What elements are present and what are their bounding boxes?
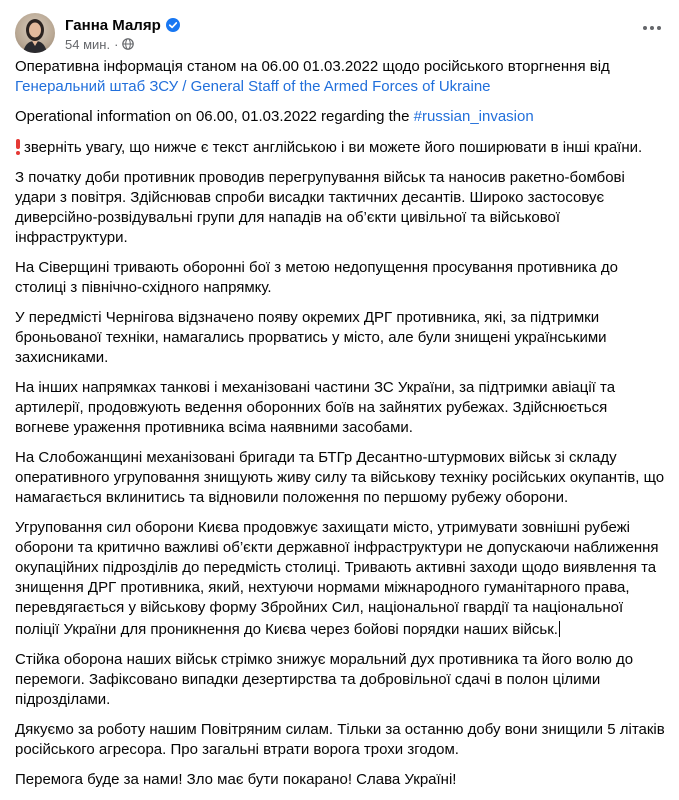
author-row <box>65 15 180 36</box>
post-header <box>15 12 180 54</box>
english-intro-text: Operational information on 06.00, 01.03.2022 regarding the <box>15 108 414 125</box>
paragraph-4: На інших напрямках танкові і механізовані частини ЗС України, за підтримки авіації та артилерії, продовжують ведення оборонних боїв на зайнятих рубежах. Здійснюється вогневе ураження противника всіма наявними засобами. <box>15 379 616 436</box>
text-cursor <box>559 621 560 637</box>
more-options-icon[interactable] <box>638 18 666 38</box>
paragraph-1: З початку доби противник проводив перегрупування військ та наносив ракетно-бомбові удари з повітря. Здійснював спроби висадки тактичних десантів. Широко застосовує диверсійно-розвідувальні групи для нападів на об’єкти цивільної та військової інфраструктури. <box>15 169 625 246</box>
russian-invasion-hashtag[interactable]: #russian_invasion <box>413 108 534 125</box>
post-meta <box>65 15 180 52</box>
paragraph-5: На Слобожанщині механізовані бригади та БТГр Десантно-штурмових військ зі складу оперативного угруповання знищують живу силу та військову техніку російських окупантів, що намагається вклинитись та відновили положення по першому рубежу оборони. <box>15 449 665 506</box>
avatar-portrait-icon <box>15 13 55 53</box>
paragraph-6-wrapper <box>15 518 665 640</box>
meta-separator: · <box>114 36 119 52</box>
post-subline <box>65 37 180 52</box>
paragraph-7: Стійка оборона наших військ стрімко знижує моральний дух противника та його волю до перемоги. Зафіксовано випадки дезертирства та добровільної сдачі в полон цілими підрозділами. <box>15 651 634 708</box>
dot <box>650 26 654 30</box>
dot <box>643 26 647 30</box>
globe-icon[interactable] <box>122 38 134 50</box>
verified-badge-icon <box>166 18 180 32</box>
english-intro-paragraph <box>15 107 665 127</box>
dot <box>657 26 661 30</box>
paragraph-9: Перемога буде за нами! Зло має бути покарано! Слава Україні! <box>15 771 457 788</box>
notice-paragraph <box>15 137 665 158</box>
paragraph-3: У передмісті Чернігова відзначено появу окремих ДРГ противника, які, за підтримки броньованої техніки, намагались прорватись у місто, але були знищені українськими захисниками. <box>15 309 607 366</box>
post-body <box>15 57 665 800</box>
intro-paragraph <box>15 57 665 97</box>
author-name[interactable]: Ганна Маляр <box>65 16 161 34</box>
author-avatar[interactable] <box>15 13 55 53</box>
intro-text: Оперативна інформація станом на 06.00 01.03.2022 щодо російського вторгнення від <box>15 58 610 75</box>
paragraph-2: На Сіверщині тривають оборонні бої з метою недопущення просування противника до столиці з північно-східного напрямку. <box>15 259 619 296</box>
general-staff-link[interactable]: Генеральний штаб ЗСУ / General Staff of the Armed Forces of Ukraine <box>15 78 491 95</box>
paragraph-6: Угруповання сил оборони Києва продовжує захищати місто, утримувати зовнішні рубежі оборони та критично важливі об’єкти державної інфраструктури не допускаючи наближення окупаційних підрозділів до передмість столиці. Тривають активні заходи щодо виявлення та знищення ДРГ противника, який, нехтуючи нормами міжнародного гуманітарного права, перевдягається у військову форму Збройних Сил, національної гвардії та національної поліції України для проникнення до Києва через бойові порядки наших військ. <box>15 519 659 638</box>
notice-text: зверніть увагу, що нижче є текст англійською і ви можете його поширювати в інші країни. <box>24 139 643 156</box>
paragraph-8: Дякуємо за роботу нашим Повітряним силам. Тільки за останню добу вони знищили 5 літаків російського агресора. Про загальні втрати ворога трохи згодом. <box>15 721 665 758</box>
exclamation-icon <box>15 139 21 154</box>
post-timestamp[interactable]: 54 мин. <box>65 36 111 52</box>
